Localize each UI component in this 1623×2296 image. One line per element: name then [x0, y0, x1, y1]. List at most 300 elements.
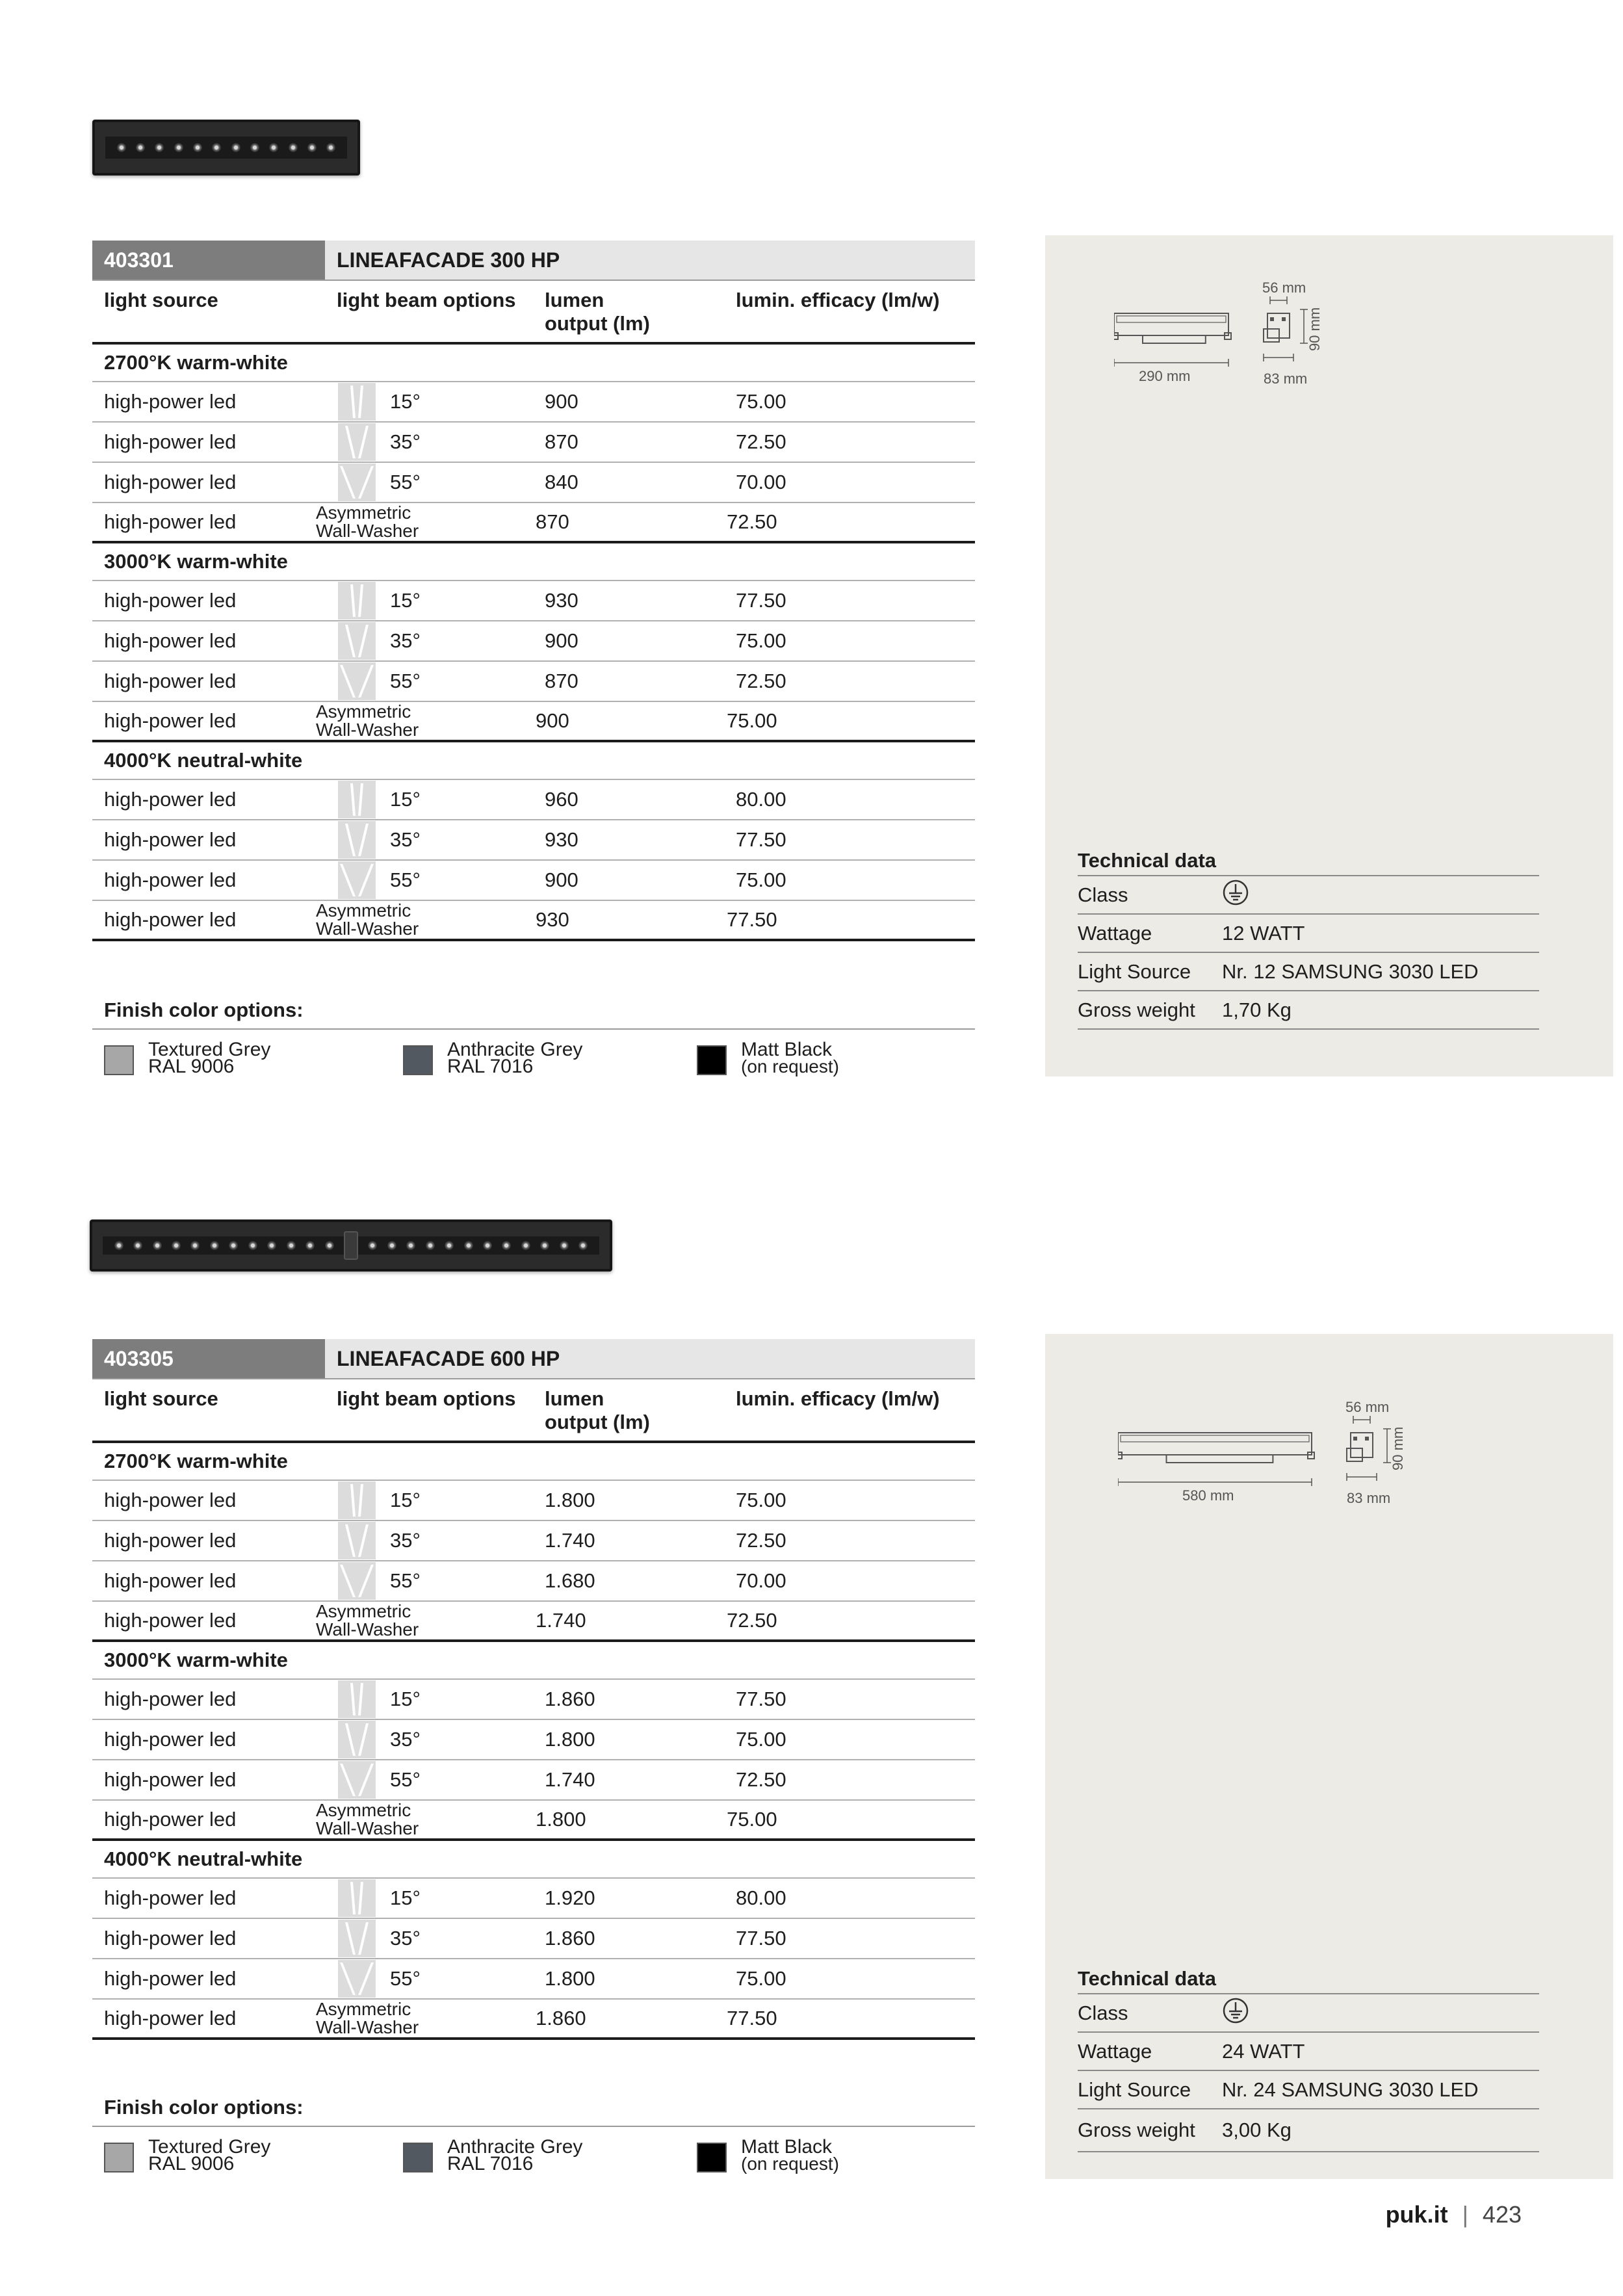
swatch-name: Matt Black [741, 2136, 833, 2158]
beam-icon [338, 582, 376, 620]
beam-angle-icon [338, 383, 376, 421]
swatch-label [447, 1041, 582, 1075]
swatch-name: Textured Grey [148, 1039, 271, 1060]
lumen-cell: 870 [536, 510, 569, 533]
finish-title: Finish color options: [92, 2089, 975, 2127]
led-lens [133, 1241, 142, 1250]
beam-angle-icon [338, 423, 376, 461]
beam-angle-icon [338, 1879, 376, 1917]
dimension-height: 90 mm [1390, 1426, 1406, 1470]
beam-asymmetric: Asymmetric [316, 1601, 411, 1621]
light-source-cell: high-power led [104, 1728, 237, 1751]
beam-cell [325, 1721, 545, 1758]
table-row [92, 1481, 975, 1521]
beam-angle: 15° [390, 390, 421, 413]
efficacy-cell: 70.00 [736, 471, 786, 493]
light-source-cell: high-power led [104, 1569, 237, 1592]
beam-wall-washer: Wall-Washer [316, 1619, 419, 1639]
center-bracket [344, 1231, 358, 1260]
light-source-cell: high-power led [104, 868, 237, 891]
beam-icon [338, 1920, 376, 1957]
dimension-drawing [1114, 273, 1387, 387]
color-chip [697, 1045, 727, 1075]
beam-cell [325, 1481, 545, 1519]
tech-value: Nr. 12 SAMSUNG 3030 LED [1222, 959, 1479, 983]
table-row [92, 662, 975, 702]
beam-icon [338, 821, 376, 859]
spec-table [92, 241, 975, 941]
table-row [92, 423, 975, 463]
beam-cell [325, 821, 545, 859]
lumen-cell: 1.680 [545, 1569, 595, 1592]
efficacy-cell: 75.00 [736, 1728, 786, 1751]
table-row [92, 463, 975, 503]
led-lens [540, 1241, 549, 1250]
beam-angle-icon [338, 781, 376, 818]
light-source-cell: high-power led [104, 709, 237, 732]
beam-icon [338, 1562, 376, 1600]
swatch-code: RAL 9006 [148, 1056, 235, 1077]
beam-angle-icon [338, 1960, 376, 1998]
led-lens [136, 143, 145, 152]
lumen-cell: 930 [545, 589, 578, 612]
col-light-source: light source [104, 1387, 218, 1410]
beam-angle-icon [338, 1920, 376, 1957]
efficacy-cell: 80.00 [736, 788, 786, 811]
tech-label: Wattage [1078, 2039, 1152, 2063]
beam-angle-icon [338, 821, 376, 859]
fixture-outline [1114, 273, 1387, 377]
beam-icon [338, 1721, 376, 1758]
beam-icon [338, 1761, 376, 1799]
light-source-cell: high-power led [104, 2007, 237, 2029]
col-light-source: light source [104, 289, 218, 311]
swatch-code: RAL 7016 [447, 2153, 534, 2174]
led-lens [155, 143, 164, 152]
swatch-label [148, 1041, 270, 1075]
tech-row-weight [1078, 991, 1539, 1030]
efficacy-cell: 72.50 [736, 430, 786, 453]
efficacy-cell: 75.00 [736, 1489, 786, 1511]
beam-icon [338, 1522, 376, 1559]
color-chip [104, 1045, 134, 1075]
beam-icon [338, 383, 376, 421]
beam-icon [338, 861, 376, 899]
table-row [92, 621, 975, 662]
led-lens [307, 143, 317, 152]
lumen-cell: 1.920 [545, 1886, 595, 1909]
tech-row-wattage [1078, 2033, 1539, 2071]
beam-wall-washer: Wall-Washer [316, 720, 419, 740]
beam-angle-icon [338, 1680, 376, 1718]
earth-ground-icon [1222, 1997, 1249, 2024]
product-photo-403305 [90, 1220, 612, 1272]
color-temperature-heading: 4000°K neutral-white [92, 742, 975, 780]
swatch-code: RAL 7016 [447, 1056, 534, 1077]
beam-wall-washer: Wall-Washer [316, 2017, 419, 2037]
lumen-cell: 870 [545, 430, 578, 453]
light-source-cell: high-power led [104, 908, 237, 931]
led-lens [250, 143, 259, 152]
led-lens [229, 1241, 238, 1250]
tech-row-class [1078, 1994, 1539, 2033]
lumen-cell: 1.800 [545, 1728, 595, 1751]
light-source-cell: high-power led [104, 1529, 237, 1552]
swatch-label [447, 2136, 583, 2174]
lumen-cell: 1.800 [545, 1967, 595, 1990]
lumen-cell: 1.740 [545, 1529, 595, 1552]
light-source-cell: high-power led [104, 471, 237, 493]
tech-label: Light Source [1078, 959, 1191, 983]
beam-icon [338, 1680, 376, 1718]
led-lens [210, 1241, 219, 1250]
tech-row-light-source [1078, 2071, 1539, 2109]
col-lumen [545, 289, 736, 342]
table-row [92, 1801, 975, 1841]
tech-label: Class [1078, 2001, 1128, 2024]
beam-asymmetric: Asymmetric [316, 502, 411, 523]
led-lens [174, 143, 183, 152]
table-row [92, 780, 975, 820]
product-photo-403301 [92, 120, 360, 176]
beam-cell [325, 622, 545, 660]
beam-angle: 55° [390, 868, 421, 891]
efficacy-cell: 75.00 [736, 1967, 786, 1990]
col-lumen [545, 1387, 736, 1441]
beam-icon [338, 662, 376, 700]
efficacy-cell: 77.50 [736, 828, 786, 851]
beam-cell [325, 781, 545, 818]
brand-link[interactable]: puk.it [1385, 2201, 1448, 2228]
page-footer [1386, 2201, 1522, 2228]
efficacy-cell: 72.50 [736, 1529, 786, 1552]
efficacy-cell: 77.50 [736, 589, 786, 612]
led-lens [483, 1241, 492, 1250]
efficacy-cell: 75.00 [727, 709, 777, 732]
beam-angle: 35° [390, 1529, 421, 1552]
beam-angle-icon [338, 861, 376, 899]
efficacy-cell: 72.50 [736, 1768, 786, 1791]
technical-panel [1045, 235, 1613, 1076]
beam-angle-icon [338, 1562, 376, 1600]
swatch-label [741, 2136, 839, 2174]
col-lumen-line1: lumen [545, 289, 604, 311]
lumen-cell: 1.860 [545, 1688, 595, 1710]
led-lens [212, 143, 221, 152]
page-number: 423 [1482, 2201, 1522, 2228]
swatch-name: Anthracite Grey [447, 1039, 583, 1060]
led-lens [153, 1241, 162, 1250]
efficacy-cell: 72.50 [736, 670, 786, 692]
swatch-code: RAL 9006 [148, 2153, 235, 2174]
efficacy-cell: 72.50 [727, 510, 777, 533]
spec-table [92, 1339, 975, 2040]
finish-swatch [104, 1041, 270, 1075]
light-source-cell: high-power led [104, 670, 237, 692]
table-row [92, 503, 975, 543]
dimension-top: 56 mm [1262, 280, 1306, 296]
table-row [92, 1879, 975, 1919]
beam-cell [325, 1761, 545, 1799]
color-chip [697, 2143, 727, 2172]
led-lens [325, 1241, 334, 1250]
table-row [92, 1602, 975, 1642]
technical-panel [1045, 1334, 1613, 2179]
col-beam-options: light beam options [337, 289, 516, 311]
efficacy-cell: 75.00 [727, 1808, 777, 1831]
efficacy-cell: 75.00 [736, 629, 786, 652]
lumen-cell: 1.860 [536, 2007, 586, 2029]
beam-angle: 55° [390, 670, 421, 692]
beam-cell [325, 463, 545, 501]
led-lens [464, 1241, 473, 1250]
beam-cell [325, 582, 545, 620]
table-row [92, 581, 975, 621]
beam-cell [325, 1879, 545, 1917]
led-lens [114, 1241, 123, 1250]
beam-cell [325, 1680, 545, 1718]
beam-angle-icon [338, 582, 376, 620]
earth-ground-icon [1222, 879, 1249, 906]
efficacy-cell: 70.00 [736, 1569, 786, 1592]
led-lens [269, 143, 278, 152]
beam-cell [316, 1602, 536, 1639]
lumen-cell: 960 [545, 788, 578, 811]
beam-cell [325, 1562, 545, 1600]
swatch-list [92, 1030, 975, 1082]
tech-row-wattage [1078, 915, 1539, 953]
dimension-top: 56 mm [1345, 1399, 1390, 1415]
technical-data [1078, 846, 1539, 1030]
tech-label: Gross weight [1078, 998, 1195, 1021]
class-value [1222, 1997, 1539, 2029]
lumen-cell: 1.740 [536, 1609, 586, 1632]
efficacy-cell: 75.00 [736, 390, 786, 413]
beam-angle: 35° [390, 1728, 421, 1751]
class-value [1222, 879, 1539, 911]
beam-icon [338, 463, 376, 501]
table-row [92, 1680, 975, 1720]
swatch-label [741, 1041, 839, 1075]
table-row [92, 2000, 975, 2040]
efficacy-cell: 80.00 [736, 1886, 786, 1909]
beam-angle: 15° [390, 1688, 421, 1710]
tech-row-weight [1078, 2109, 1539, 2152]
tech-label: Wattage [1078, 921, 1152, 945]
light-source-cell: high-power led [104, 828, 237, 851]
beam-cell [325, 861, 545, 899]
led-lens [117, 143, 126, 152]
led-lens [287, 1241, 296, 1250]
table-row [92, 861, 975, 901]
led-lens [502, 1241, 511, 1250]
tech-value: 3,00 Kg [1222, 2119, 1292, 2141]
tech-label: Gross weight [1078, 2119, 1195, 2141]
light-source-cell: high-power led [104, 1886, 237, 1909]
product-name: LINEAFACADE 300 HP [325, 241, 975, 280]
led-lens [248, 1241, 257, 1250]
beam-angle-icon [338, 1721, 376, 1758]
beam-angle: 15° [390, 1886, 421, 1909]
light-source-cell: high-power led [104, 1609, 237, 1632]
product-name: LINEAFACADE 600 HP [325, 1339, 975, 1378]
beam-asymmetric: Asymmetric [316, 701, 411, 722]
color-chip [104, 2143, 134, 2172]
beam-asymmetric: Asymmetric [316, 1999, 411, 2019]
led-lens [305, 1241, 315, 1250]
beam-asymmetric: Asymmetric [316, 900, 411, 920]
col-efficacy: lumin. efficacy (lm/w) [736, 1387, 940, 1410]
beam-angle: 35° [390, 1927, 421, 1950]
light-source-cell: high-power led [104, 788, 237, 811]
col-lumen-line2: output (lm) [545, 312, 650, 335]
led-lens [172, 1241, 181, 1250]
beam-angle: 15° [390, 788, 421, 811]
swatch-name: Anthracite Grey [447, 2136, 583, 2158]
tech-value: Nr. 24 SAMSUNG 3030 LED [1222, 2078, 1479, 2101]
led-lens [387, 1241, 396, 1250]
beam-angle-icon [338, 1481, 376, 1519]
lumen-cell: 1.800 [545, 1489, 595, 1511]
table-row [92, 1959, 975, 2000]
technical-data-title: Technical data [1078, 1964, 1539, 1994]
beam-wall-washer: Wall-Washer [316, 1818, 419, 1838]
table-row [92, 1720, 975, 1760]
finish-swatch [697, 2136, 839, 2174]
product-code: 403301 [92, 241, 325, 280]
dimension-drawing [1118, 1392, 1406, 1506]
led-lens [521, 1241, 530, 1250]
beam-angle-icon [338, 1522, 376, 1559]
beam-angle: 55° [390, 1967, 421, 1990]
beam-icon [338, 1481, 376, 1519]
lumen-cell: 840 [545, 471, 578, 493]
beam-angle: 15° [390, 1489, 421, 1511]
led-lens [426, 1241, 435, 1250]
color-temperature-heading: 3000°K warm-white [92, 1642, 975, 1680]
beam-icon [338, 423, 376, 461]
table-row [92, 820, 975, 861]
light-source-cell: high-power led [104, 510, 237, 533]
beam-angle-icon [338, 1761, 376, 1799]
technical-data-title: Technical data [1078, 846, 1539, 876]
led-lens [326, 143, 335, 152]
led-lens [190, 1241, 200, 1250]
dimension-length: 580 mm [1182, 1487, 1234, 1504]
beam-angle: 35° [390, 629, 421, 652]
led-lens [578, 1241, 588, 1250]
column-headers [92, 280, 975, 345]
beam-cell [325, 1522, 545, 1559]
footer-separator: | [1462, 2201, 1468, 2228]
beam-angle-icon [338, 622, 376, 660]
beam-angle: 55° [390, 471, 421, 493]
light-source-cell: high-power led [104, 629, 237, 652]
color-temperature-heading: 3000°K warm-white [92, 543, 975, 581]
finish-swatch [403, 2136, 583, 2174]
finish-swatch [697, 1041, 839, 1075]
col-lumen-line1: lumen [545, 1387, 604, 1410]
tech-row-light-source [1078, 953, 1539, 991]
beam-icon [338, 1879, 376, 1917]
finish-title: Finish color options: [92, 992, 975, 1030]
efficacy-cell: 72.50 [727, 1609, 777, 1632]
beam-cell [316, 1801, 536, 1838]
finish-options [92, 992, 975, 1082]
efficacy-cell: 77.50 [736, 1927, 786, 1950]
beam-cell [325, 383, 545, 421]
lumen-cell: 900 [545, 390, 578, 413]
table-row [92, 382, 975, 423]
led-lens [560, 1241, 569, 1250]
beam-icon [338, 781, 376, 818]
swatch-name: Textured Grey [148, 2136, 271, 2158]
swatch-list [92, 2127, 975, 2179]
swatch-label [148, 2136, 271, 2174]
product-code: 403305 [92, 1339, 325, 1378]
technical-data [1078, 1964, 1539, 2152]
lumen-cell: 900 [545, 629, 578, 652]
table-header [92, 1339, 975, 1378]
color-temperature-heading: 4000°K neutral-white [92, 1841, 975, 1879]
dimension-length: 290 mm [1139, 368, 1191, 384]
beam-angle: 55° [390, 1768, 421, 1791]
col-beam-options: light beam options [337, 1387, 516, 1410]
dimension-height: 90 mm [1306, 307, 1323, 351]
light-source-cell: high-power led [104, 430, 237, 453]
efficacy-cell: 77.50 [727, 908, 777, 931]
swatch-code: (on request) [741, 2154, 839, 2174]
lumen-cell: 930 [545, 828, 578, 851]
table-row [92, 901, 975, 941]
led-lens [193, 143, 202, 152]
light-source-cell: high-power led [104, 1967, 237, 1990]
efficacy-cell: 77.50 [727, 2007, 777, 2029]
col-efficacy: lumin. efficacy (lm/w) [736, 289, 940, 311]
table-row [92, 1561, 975, 1602]
lumen-cell: 930 [536, 908, 569, 931]
tech-value: 12 WATT [1222, 921, 1305, 945]
dimension-width: 83 mm [1264, 371, 1308, 387]
beam-cell [316, 703, 536, 739]
beam-wall-washer: Wall-Washer [316, 521, 419, 541]
light-source-cell: high-power led [104, 1927, 237, 1950]
lumen-cell: 870 [545, 670, 578, 692]
lumen-cell: 900 [536, 709, 569, 732]
led-lens [406, 1241, 415, 1250]
beam-cell [316, 902, 536, 938]
light-source-cell: high-power led [104, 390, 237, 413]
dimension-width: 83 mm [1347, 1490, 1391, 1506]
beam-icon [338, 1960, 376, 1998]
beam-cell [316, 2000, 536, 2037]
color-temperature-heading: 2700°K warm-white [92, 1443, 975, 1481]
color-temperature-heading: 2700°K warm-white [92, 345, 975, 382]
table-header [92, 241, 975, 280]
beam-wall-washer: Wall-Washer [316, 919, 419, 939]
tech-label: Class [1078, 883, 1128, 906]
beam-angle: 35° [390, 828, 421, 851]
beam-cell [325, 1920, 545, 1957]
beam-angle-icon [338, 662, 376, 700]
led-lens [289, 143, 298, 152]
led-lens [445, 1241, 454, 1250]
beam-angle: 55° [390, 1569, 421, 1592]
light-source-cell: high-power led [104, 589, 237, 612]
efficacy-cell: 75.00 [736, 868, 786, 891]
color-chip [403, 2143, 433, 2172]
swatch-code: (on request) [741, 1056, 839, 1076]
